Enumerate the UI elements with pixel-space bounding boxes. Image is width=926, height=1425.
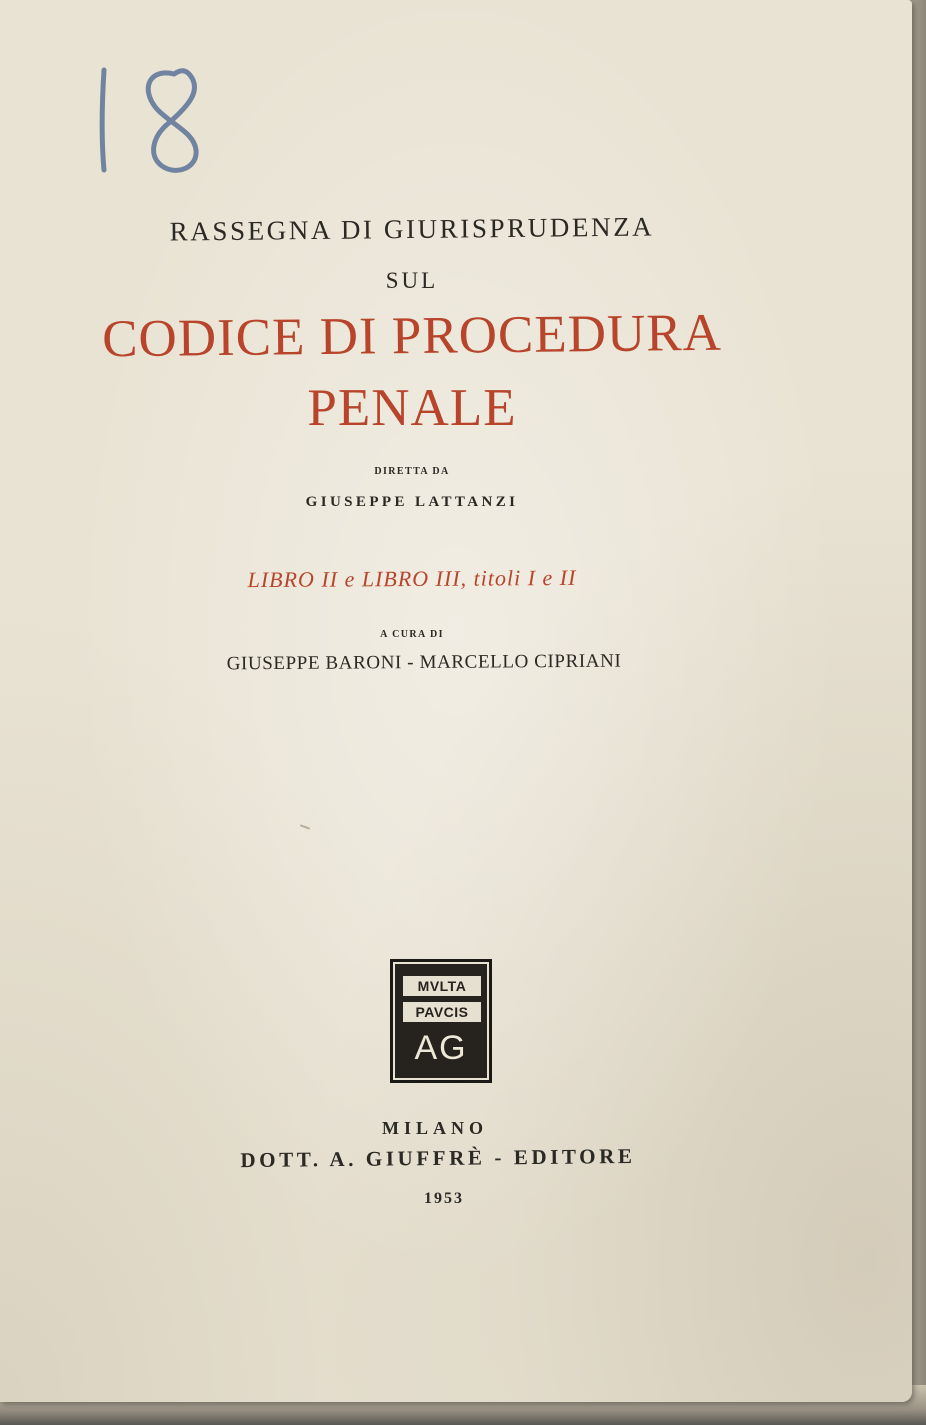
volume-subtitle: LIBRO II e LIBRO III, titoli I e II <box>247 564 577 593</box>
title-line-codice: CODICE DI PROCEDURA <box>101 303 723 369</box>
handwritten-number <box>96 62 226 182</box>
paper-speck <box>300 824 310 829</box>
logo-word-paucis: PAVCIS <box>403 1002 481 1022</box>
director-name: GIUSEPPE LATTANZI <box>305 494 519 510</box>
publisher-logo <box>390 959 492 1083</box>
imprint-publisher: DOTT. A. GIUFFRÈ - EDITORE <box>240 1143 636 1173</box>
logo-initials: AG <box>414 1029 468 1067</box>
edited-by-label: A CURA DI <box>380 629 444 640</box>
imprint-year: 1953 <box>424 1190 464 1207</box>
directed-by-label: DIRETTA DA <box>374 466 450 477</box>
editor-names: GIUSEPPE BARONI - MARCELLO CIPRIANI <box>226 650 622 675</box>
title-line-penale: PENALE <box>307 379 517 437</box>
title-line-sul: SUL <box>385 268 439 293</box>
imprint-city: MILANO <box>382 1118 488 1138</box>
title-line-rassegna: RASSEGNA DI GIURISPRUDENZA <box>169 211 655 247</box>
logo-word-multa: MVLTA <box>403 976 481 996</box>
